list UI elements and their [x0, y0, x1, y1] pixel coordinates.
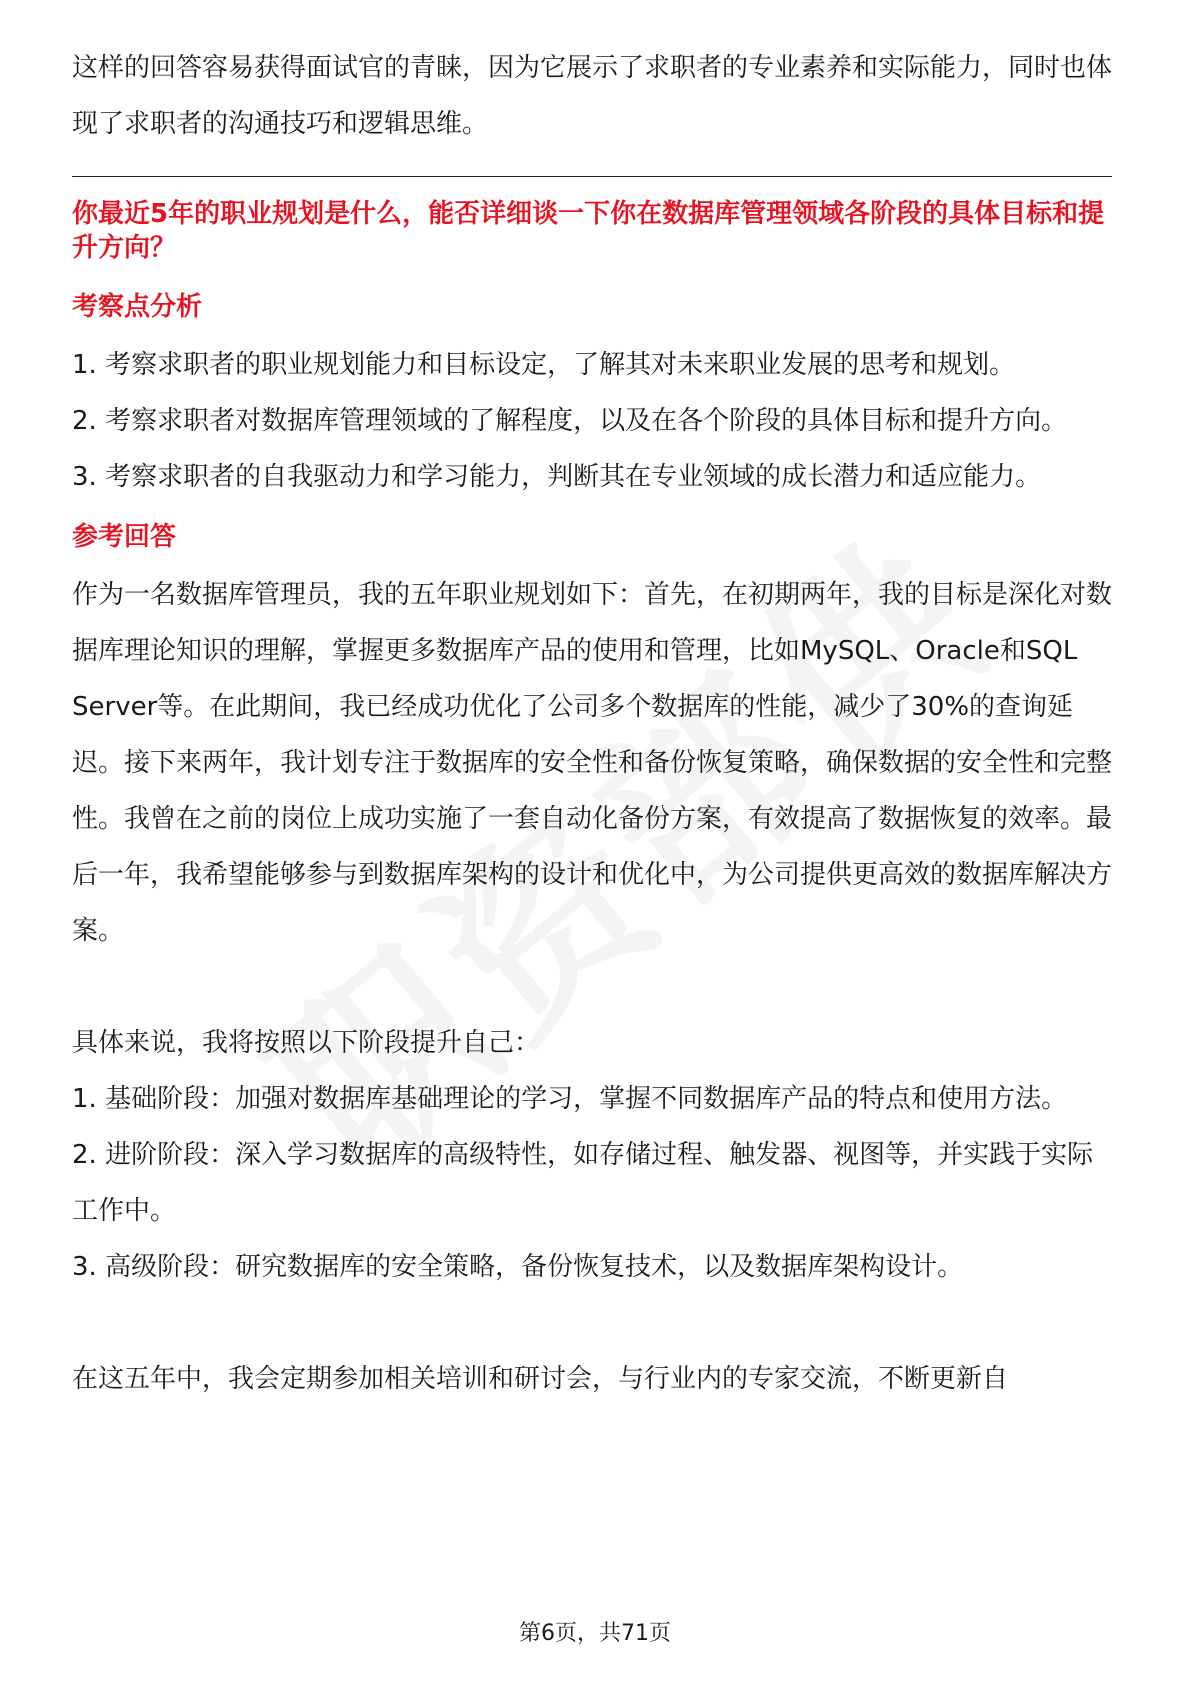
answer-heading: 参考回答 — [72, 522, 177, 552]
closing-paragraph: 在这五年中，我会定期参加相关培训和研讨会，与行业内的专家交流，不断更新自 — [72, 1364, 1009, 1394]
stage-item: 1. 基础阶段：加强对数据库基础理论的学习，掌握不同数据库产品的特点和使用方法。 — [72, 1084, 1068, 1114]
section-divider — [72, 176, 1112, 177]
stage-item: 3. 高级阶段：研究数据库的安全策略，备份恢复技术，以及数据库架构设计。 — [72, 1252, 964, 1282]
stages-intro: 具体来说，我将按照以下阶段提升自己： — [72, 1028, 541, 1058]
stage-item: 2. 进阶阶段：深入学习数据库的高级特性，如存储过程、触发器、视图等，并实践于实际工作中。 — [72, 1140, 1094, 1226]
analysis-item: 1. 考察求职者的职业规划能力和目标设定，了解其对未来职业发展的思考和规划。 — [72, 350, 1016, 380]
document-page — [72, 40, 1112, 1407]
question-title: 你最近5年的职业规划是什么，能否详细谈一下你在数据库管理领域各阶段的具体目标和提升方向？ — [72, 199, 1105, 263]
analysis-item: 3. 考察求职者的自我驱动力和学习能力，判断其在专业领域的成长潜力和适应能力。 — [72, 462, 1042, 492]
answer-paragraph: 作为一名数据库管理员，我的五年职业规划如下：首先，在初期两年，我的目标是深化对数据库理论知识的理解，掌握更多数据库产品的使用和管理，比如MySQL、Oracle和SQL Server等。在此期间，我已经成功优化了公司多个数据库的性能，减少了30%的查询延迟。接下来两年，我计划专注于数据库的安全性和备份恢复策略，确保数据的安全性和完整性。我曾在之前的岗位上成功实施了一套自动化备份方案，有效提高了数据恢复的效率。最后一年，我希望能够参与到数据库架构的设计和优化中，为公司提供更高效的数据库解决方案。 — [72, 580, 1113, 946]
analysis-item: 2. 考察求职者对数据库管理领域的了解程度，以及在各个阶段的具体目标和提升方向。 — [72, 406, 1068, 436]
intro-paragraph: 这样的回答容易获得面试官的青睐，因为它展示了求职者的专业素养和实际能力，同时也体现了求职者的沟通技巧和逻辑思维。 — [72, 53, 1113, 139]
page-footer: 第6页，共71页 — [519, 1621, 671, 1646]
analysis-heading: 考察点分析 — [72, 292, 203, 322]
